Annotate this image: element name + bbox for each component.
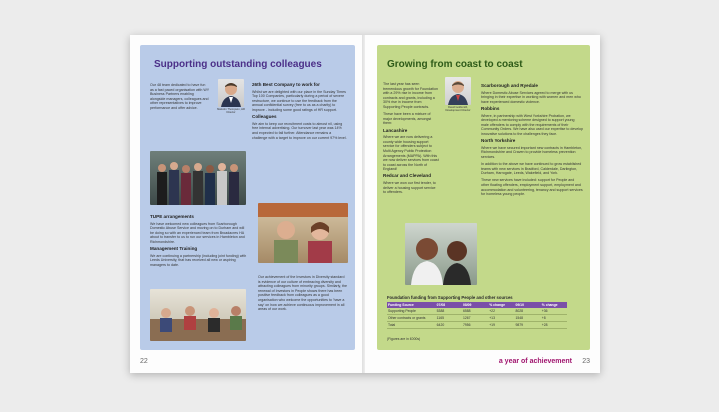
north-yorkshire-heading: North Yorkshire — [481, 138, 516, 144]
scarborough-heading: Scarborough and Ryedale — [481, 83, 538, 88]
table-header-cell: Funding Source — [388, 303, 414, 307]
hr-director-photo — [218, 79, 244, 107]
table-row — [387, 308, 567, 315]
right-page — [365, 35, 600, 373]
redcar-heading: Redcar and Cleveland — [383, 173, 431, 179]
growth-intro-text-2: These have been a mixture of major developments, amongst them: — [383, 112, 432, 126]
table-cell: 8028 — [515, 309, 524, 313]
training-session-photo — [150, 289, 246, 341]
table-cell: +28 — [541, 323, 548, 327]
right-right-column — [481, 82, 583, 199]
funding-table-title: Foundation funding from Supporting People and other sources — [387, 295, 513, 300]
table-cell: 5388 — [436, 309, 445, 313]
management-training-heading: Management Training — [150, 246, 198, 252]
scarborough-text: Where Domestic Abuse Services agreed to merge with us bringing in their expertise in working with women and men who have experienced domestic violence. — [481, 90, 581, 104]
development-director-caption: David Goldsmith, Development Director — [445, 106, 471, 113]
hr-director-caption: Malcolm Thompson, HR Director — [217, 108, 245, 115]
right-panel — [377, 45, 590, 350]
right-page-number: 23 — [582, 358, 590, 365]
table-cell: 6588 — [462, 309, 471, 313]
diversity-text: Our achievement of the Investors in Diversity standard is evidence of our culture of embracing diversity and attracting colleagues from minority groups. Similarly, the renewal of Investors in People shows there has been positive feedback from colleagues as a good organisation who welcome the opportunities to 'have a say' on how we achieve continuous improvement in all areas of our work. — [258, 275, 348, 312]
table-row — [387, 315, 567, 322]
table-header-cell: % change — [489, 303, 506, 307]
table-cell: 1165 — [436, 316, 444, 320]
left-page-title: Supporting outstanding colleagues — [154, 59, 322, 70]
left-panel — [140, 45, 355, 350]
best-company-text: Whilst we are delighted with our place in the Sunday Times Top 100 Companies, particularly during a period of severe restructure, we continue to use the feedback from the annual confidential survey (free to us as a charity) to improve - including some good ratings of HR support. — [252, 89, 346, 112]
table-cell: 6420 — [436, 323, 445, 327]
colleagues-photo — [258, 203, 348, 263]
footer-tagline: a year of achievement — [498, 358, 572, 365]
table-cell: +22 — [489, 309, 495, 313]
management-training-text: We are continuing a partnership (including joint funding) with Leeds University, that has received all new or aspiring managers to date. — [150, 253, 247, 267]
table-note: (Figures are in £000s) — [387, 337, 421, 341]
left-intro-text: Our 48 team dedicated to have fun as a fast paced organisation with WY Business Partners enabling alongside managers, colleagues and other representatives to improve performance and offer advice. — [150, 83, 210, 110]
table-cell: +13 — [489, 316, 495, 320]
additional-growth-text: In addition to the above we have continued to grow established teams with new services in Bradford, Calderdale, Darlington, Durham, Harrogate, Leeds, Wakefield, and York. — [481, 162, 582, 176]
lancashire-heading: Lancashire — [383, 127, 408, 133]
left-intro-column — [150, 83, 210, 113]
left-right-column — [252, 81, 347, 143]
left-lower-column — [150, 213, 248, 270]
north-yorkshire-text: Where we have secured important new contracts in Hambleton, Richmondshire and Craven to provide homeless prevention services. — [481, 145, 583, 159]
colleagues-text: We aim to keep our recruitment costs to almost nil, using free internal advertising. Our turnover last year was 14% and expected to fall further. Attendance remains a challenge with a target to improve on our current 97% level. — [252, 121, 347, 140]
team-group-photo — [150, 151, 246, 205]
table-cell: +8 — [541, 316, 546, 320]
tupe-text: We have welcomed new colleagues from Scarborough Domestic Abuse Service and moving on to Durham and will be doing so with an experienced team from Broadacres HA about to transfer to us to run our services in Hambleton and Richmondshire. — [150, 221, 245, 244]
right-intro-column — [383, 82, 439, 197]
robbins-heading: Robbins — [481, 105, 500, 111]
funding-table — [387, 302, 567, 329]
additional-growth-text-2: These new services have included: support for People and other floating offenders, employment support, employment and accommodation and volunteering, tenancy and support services for homeless young people. — [481, 178, 583, 197]
table-cell: Supporting People — [388, 309, 416, 313]
tupe-heading: TUPE arrangements — [150, 214, 194, 219]
table-cell: 1267 — [462, 316, 471, 320]
left-page — [130, 35, 365, 373]
table-cell: +36 — [541, 309, 548, 313]
table-row — [387, 322, 567, 329]
development-director-photo — [445, 77, 471, 105]
table-cell: 9879 — [515, 323, 524, 327]
table-cell: +19 — [489, 323, 495, 327]
left-page-number: 22 — [140, 358, 148, 365]
service-users-photo — [405, 223, 477, 285]
colleagues-heading: Colleagues — [252, 114, 277, 120]
table-cell: Other contracts or grants — [388, 316, 426, 320]
table-cell: Total — [388, 323, 396, 327]
redcar-text: Where we won our first tender, to deliver a housing support service to offenders. — [383, 181, 436, 195]
best-company-heading: 26th Best Company to work for — [252, 82, 320, 87]
brochure-spread — [130, 35, 600, 373]
diversity-column — [258, 275, 348, 314]
table-header-cell: 09/10 — [515, 303, 524, 307]
table-header-cell: 08/09 — [462, 303, 472, 307]
table-cell: 1548 — [515, 316, 524, 320]
lancashire-text: Where we are now delivering a county wide housing support service for offenders subject to Multi Agency Public Protection Arrangements (MAPPA). With this we now deliver services from coast to coast across the North of England! — [383, 135, 439, 172]
table-header-cell: 07/08 — [436, 303, 446, 307]
table-cell: 7956 — [462, 323, 471, 327]
growth-intro-text: The last year has seen tremendous growth for Foundation with a 29% rise in income from contracts and grants, including a 30% rise in income from Supporting People contracts. — [383, 82, 438, 109]
table-header-cell: % change — [541, 303, 558, 307]
right-page-title: Growing from coast to coast — [387, 59, 523, 70]
robbins-text: Where, in partnership with West Yorkshire Probation, we developed a mentoring scheme designed to support young male offenders to comply with the requirements of their Community Orders. We have also used our expertise to develop innovative solutions to the challenges they face. — [481, 113, 584, 136]
